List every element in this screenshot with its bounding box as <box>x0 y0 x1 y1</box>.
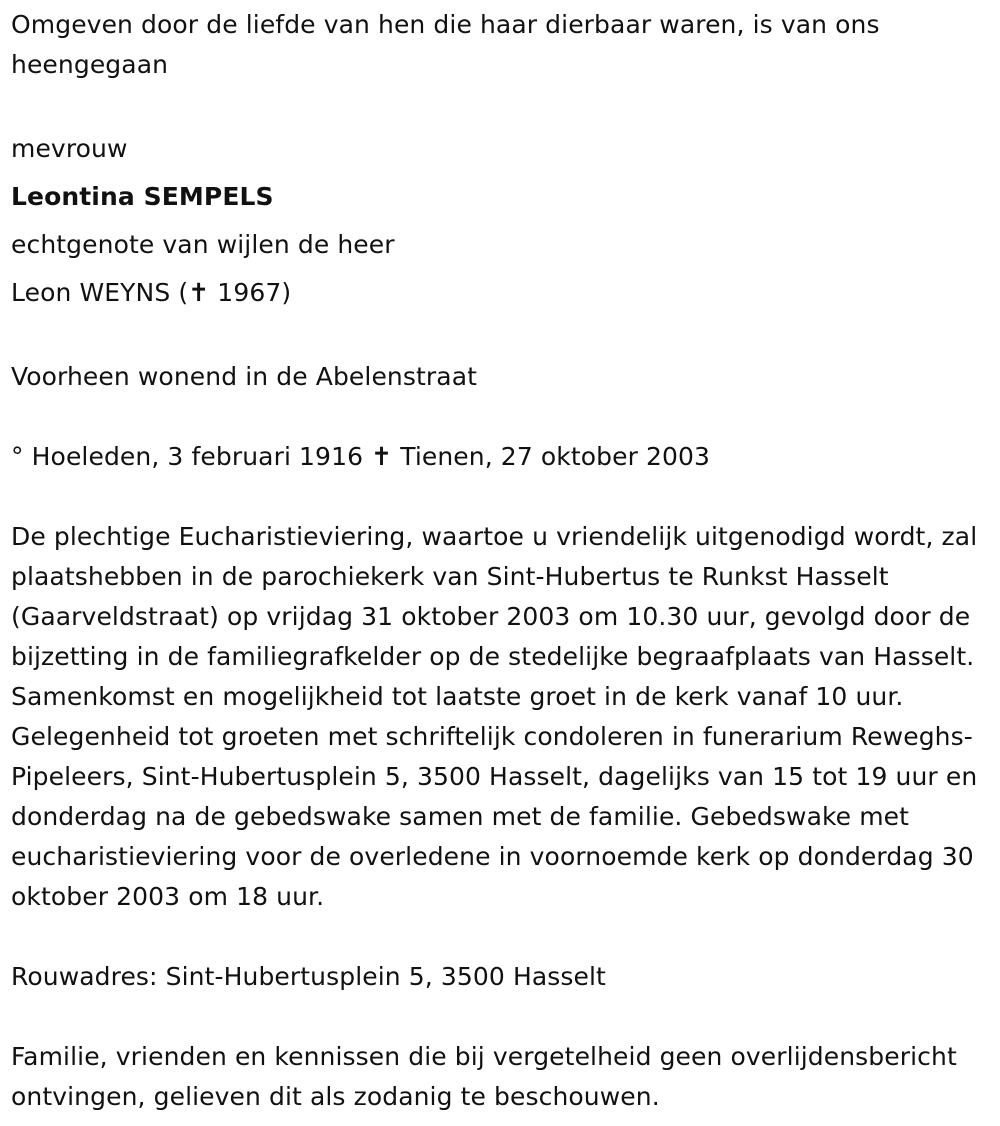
spacer <box>11 317 992 357</box>
intro-text: Omgeven door de liefde van hen die haar dierbaar waren, is van ons heengegaan <box>11 10 880 79</box>
spacer <box>11 85 992 125</box>
address-text: Rouwadres: Sint-Hubertusplein 5, 3500 Hasselt <box>11 962 606 991</box>
residence-text: Voorheen wonend in de Abelenstraat <box>11 362 478 391</box>
ceremony-text: De plechtige Eucharistieviering, waartoe u vriendelijk uitgenodigd wordt, zal plaatshebben in de parochiekerk van Sint-Hubertus te Runkst Hasselt (Gaarveldstraat) op vrijdag 31 oktober 2003 om 10.30 uur, gevolgd door de bijzetting in de familiegrafkelder op de stedelijke begraafplaats van Hasselt. Samenkomst en mogelijkheid tot laatste groet in de kerk vanaf 10 uur. Gelegenheid tot groeten met schriftelijk condoleren in funerarium Reweghs-Pipeleers, Sint-Hubertusplein 5, 3500 Hasselt, dagelijks van 15 tot 19 uur en donderdag na de gebedswake samen met de familie. Gebedswake met eucharistieviering voor de overledene in voornoemde kerk op donderdag 30 oktober 2003 om 18 uur. <box>11 522 978 911</box>
deceased-name: Leontina SEMPELS <box>11 182 274 211</box>
birth-death-text: ° Hoeleden, 3 februari 1916 ✝ Tienen, 27 oktober 2003 <box>11 442 711 471</box>
closing-text: Familie, vrienden en kennissen die bij vergetelheid geen overlijdensbericht ontvingen, gelieven dit als zodanig te beschouwen. <box>11 1042 957 1111</box>
spacer <box>11 997 992 1037</box>
spacer <box>11 917 992 957</box>
spouse-relation: echtgenote van wijlen de heer <box>11 230 395 259</box>
spacer <box>11 397 992 437</box>
title-prefix: mevrouw <box>11 134 128 163</box>
spouse-name: Leon WEYNS (✝ 1967) <box>11 278 292 307</box>
spacer <box>11 477 992 517</box>
